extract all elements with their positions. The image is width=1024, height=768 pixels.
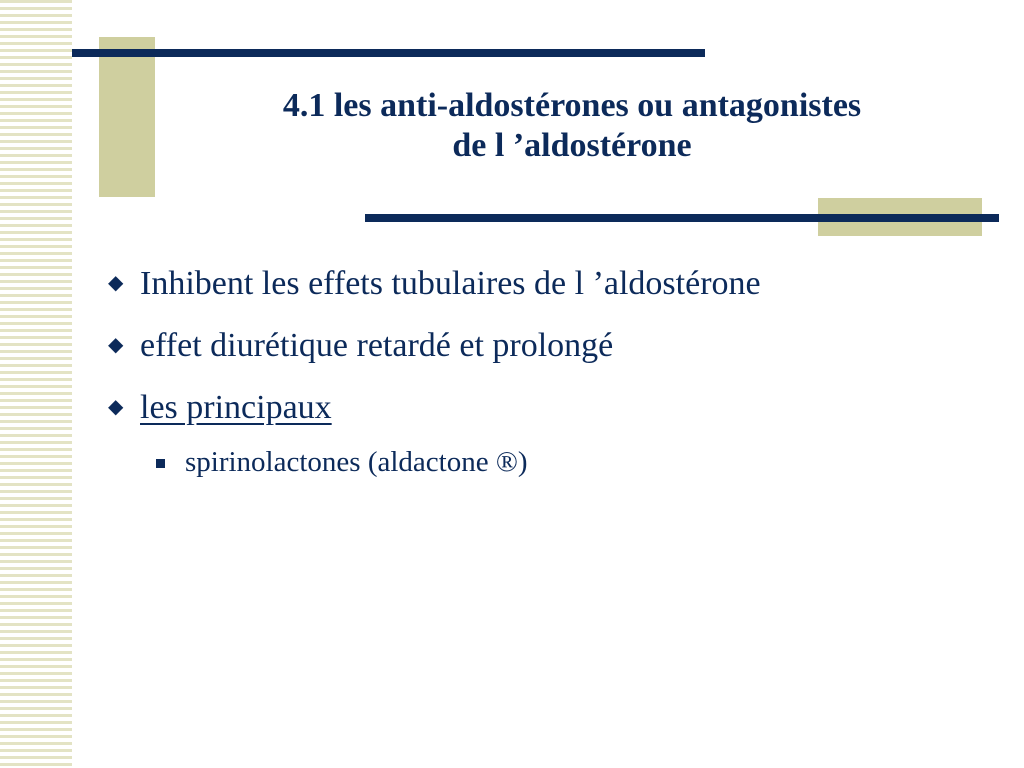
bullet-link-les-principaux[interactable]: les principaux [140,389,332,426]
bullet-item [108,324,1008,386]
diamond-bullet-icon: ◆ [108,396,124,418]
diamond-bullet-icon: ◆ [108,334,124,356]
bullet-item [108,262,1008,324]
title-bar-top [72,49,705,57]
square-bullet-icon [156,459,165,468]
slide-title-line-1: 4.1 les anti-aldostérones ou antagonistes [282,87,862,124]
sub-bullet-text: spirinolactones (aldactone ®) [185,446,528,478]
decorative-block-left [99,37,155,197]
bullet-item [108,386,1008,448]
diamond-bullet-icon: ◆ [108,272,124,294]
slide-title-line-2: de l ’aldostérone [452,127,692,164]
sub-bullet-item [156,444,1008,484]
bullet-text: effet diurétique retardé et prolongé [140,327,614,364]
slide-title [160,86,984,166]
bullet-list [108,262,1008,484]
title-bar-bottom [365,214,999,222]
bullet-text: Inhibent les effets tubulaires de l ’aldostérone [140,265,761,302]
decorative-stripes [0,0,72,768]
